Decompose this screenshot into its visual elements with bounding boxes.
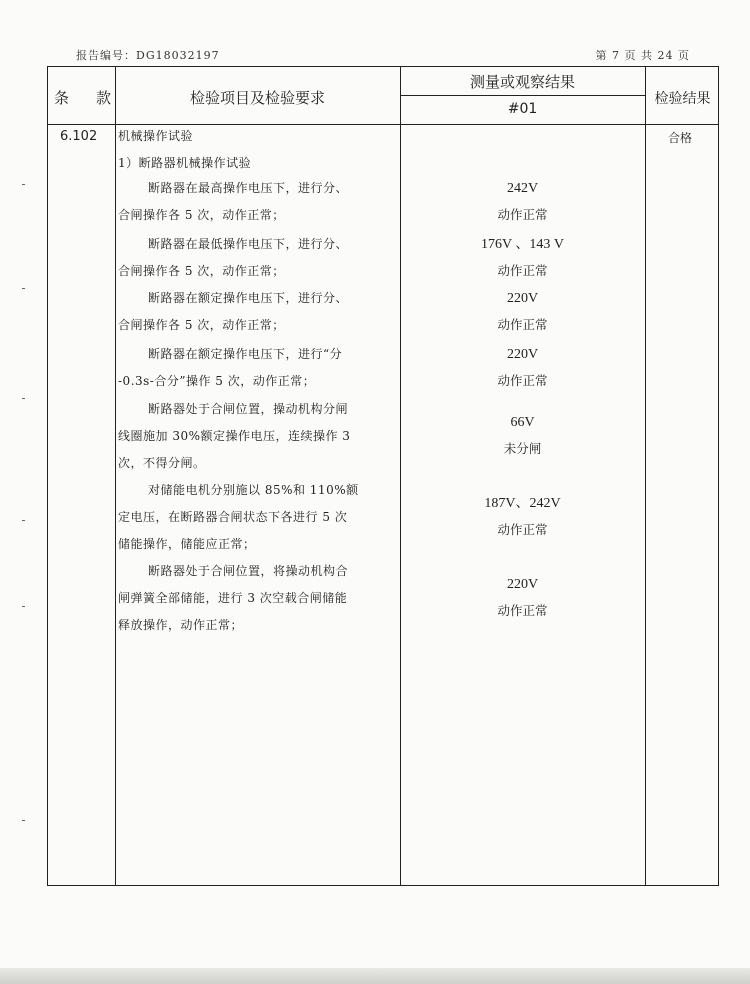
test-title: 机械操作试验 [118,129,194,143]
requirement-line: 次，不得分闸。 [118,456,206,470]
measurement-cell [400,410,645,462]
requirement-text [118,175,348,229]
page-number: 第 7 页 共 24 页 [595,49,690,62]
measured-voltage: 187V、242V [484,496,561,511]
observed-status: 动作正常 [497,263,548,278]
measured-voltage: 220V [506,291,539,306]
requirement-text [118,396,350,477]
measured-voltage: 66V [510,415,535,430]
requirement-line: 合闸操作各 5 次，动作正常； [118,208,285,222]
header-item: 检验项目及检验要求 [189,89,325,107]
header-result: 检验结果 [654,91,711,107]
scan-artifact [22,398,25,399]
requirement-line: 断路器处于合闸位置，操动机构分闸 [148,402,349,416]
requirement-text [118,477,359,558]
requirement-text [118,285,348,339]
requirement-line: 断路器在最低操作电压下，进行分、 [148,237,349,251]
requirement-line: 合闸操作各 5 次，动作正常； [118,264,285,278]
requirement-line: -0.3s-合分”操作 5 次，动作正常； [118,374,316,388]
clause-number: 6.102 [60,129,98,144]
result-value: 合格 [668,131,693,145]
requirement-text [118,341,342,395]
requirement-text [118,231,348,285]
inspection-table [47,66,719,886]
column-divider [115,67,116,885]
requirement-line: 断路器处于合闸位置，将操动机构合 [148,564,349,578]
observed-status: 未分闸 [503,441,542,456]
scan-edge-shadow [0,968,750,984]
scan-artifact [22,520,25,521]
observed-status: 动作正常 [497,373,548,388]
observed-status: 动作正常 [497,522,548,537]
requirement-line: 释放操作，动作正常； [118,618,244,632]
requirement-line: 断路器在额定操作电压下，进行“分 [148,347,343,361]
measured-voltage: 220V [506,577,539,592]
requirement-line: 断路器在最高操作电压下，进行分、 [148,181,349,195]
requirement-line: 合闸操作各 5 次，动作正常； [118,318,285,332]
measurement-cell [400,342,645,394]
measured-voltage: 242V [506,181,539,196]
measurement-cell [400,232,645,284]
measurement-cell [400,491,645,543]
header-measurement: 测量或观察结果 [469,73,575,91]
requirement-line: 定电压，在断路器合闸状态下各进行 5 次 [118,510,348,524]
requirement-line: 对储能电机分别施以 85%和 110%额 [148,483,359,497]
observed-status: 动作正常 [497,207,548,222]
measured-voltage: 220V [506,347,539,362]
measured-voltage: 176V 、143 V [481,237,564,252]
header-clause: 条 款 [54,89,118,107]
report-number: 报告编号：DG18032197 [76,49,220,62]
requirement-line: 断路器在额定操作电压下，进行分、 [148,291,349,305]
measurement-cell [400,572,645,624]
requirement-line: 储能操作，储能应正常； [118,537,256,551]
header-subdivider [400,95,645,96]
scan-artifact [22,606,25,607]
scan-artifact [22,820,25,821]
requirement-line: 闸弹簧全部储能，进行 3 次空载合闸储能 [118,591,348,605]
requirement-line: 线圈施加 30%额定操作电压，连续操作 3 [118,429,351,443]
measurement-cell [400,176,645,228]
observed-status: 动作正常 [497,603,548,618]
measurement-cell [400,286,645,338]
scan-artifact [22,184,25,185]
column-divider [645,67,646,885]
scan-artifact [22,288,25,289]
requirement-text [118,558,348,639]
test-subtitle: 1）断路器机械操作试验 [118,156,252,170]
observed-status: 动作正常 [497,317,548,332]
header-sample-id: #01 [507,101,538,117]
